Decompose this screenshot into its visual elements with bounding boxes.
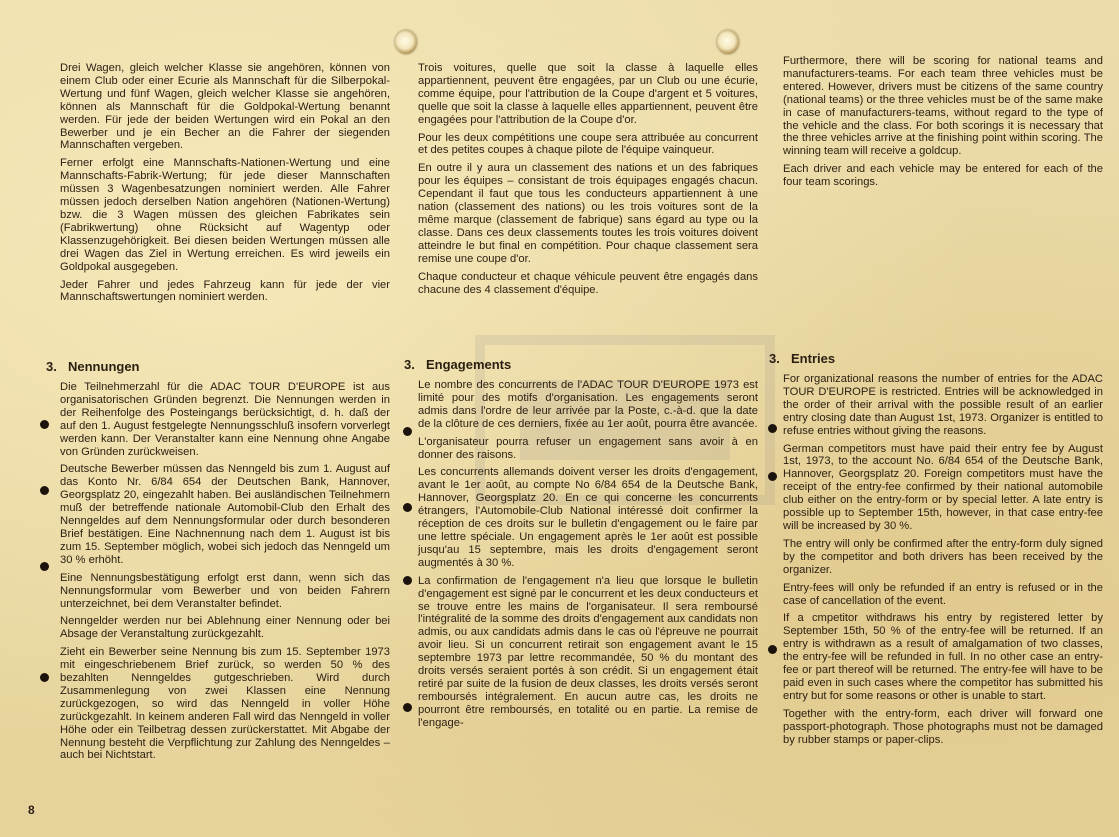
paragraph: Together with the entry-form, each driver will forward one passport-photograph. Those photographs must not be damaged by rubber stamps or paper-clips. <box>783 707 1103 746</box>
paragraph: Eine Nennungsbestätigung erfolgt erst dann, wenn sich das Nennungsformular vom Bewerber und von beiden Fahrern unterzeichnet, bei dem Veranstalter befindet. <box>60 571 390 610</box>
section-title: Nennungen <box>68 359 140 374</box>
punch-hole <box>395 30 417 54</box>
paragraph: German competitors must have paid their entry fee by August 1st, 1973, to the account No. 6/84 654 of the Deutsche Bank, Hannover, Georgsplatz 20. Foreign competitors must have the receipt of the entry-fee confirmed by their national automobile club either on the entry-form or by special letter. A late entry is possible up to September 15th, however, in that case entry-fee will be increased by 30 %. <box>783 442 1103 532</box>
paragraph: Entry-fees will only be refunded if an entry is refused or in the case of cancellation of the event. <box>783 581 1103 607</box>
margin-bullet <box>40 420 49 429</box>
paragraph: Pour les deux compétitions une coupe sera attribuée au concurrent et des petites coupes à chaque pilote de l'équipe vainqueur. <box>418 131 758 157</box>
margin-bullet <box>403 576 412 585</box>
section-heading <box>404 357 758 372</box>
margin-bullet <box>768 645 777 654</box>
margin-bullet <box>768 472 777 481</box>
section-title: Entries <box>791 351 836 366</box>
paragraph: Ferner erfolgt eine Mannschafts-Nationen-Wertung und eine Mannschafts-Fabrik-Wertung; für jede dieser Mannschaften müssen 3 Wagenbesatzungen nominiert werden. Alle Fahrer müssen jedoch derselben Nation angehören (Nationen-Wertung) bzw. die 3 Wagen müssen des gleichen Fabrikates sein (Fabrikwertung) ohne Rücksicht auf Wagentyp oder Klassenzugehörigkeit. Bei diesen beiden Wertungen müssen alle drei Wagen das Ziel in Wertung erreichen. Es wird jeweils ein Goldpokal ausgegeben. <box>60 157 390 273</box>
paragraph: For organizational reasons the number of entries for the ADAC TOUR D'EUROPE is restricted. Entries will be acknowledged in the order of their arrival with the possible result of an earlier entry closing date than August 1st, 1973. Organizer is entitled to refuse entries without giving the reasons. <box>783 373 1103 437</box>
paragraph: En outre il y aura un classement des nations et un des fabriques pour les équipes – consistant de trois équipages engagés chacun. Cependant il faut que tous les conducteurs appartiennent à une nation (classement des nations) ou les trois voitures sont de la même marque (classement de fabrique) sans égard au type ou la classe. Dans ces deux classements toutes les trois voitures doivent atteindre le but final en compétition. Pour chaque classement sera remise une coupe d'or. <box>418 162 758 265</box>
paragraph: Le nombre des concurrents de l'ADAC TOUR D'EUROPE 1973 est limité pour des motifs d'organisation. Les engagements seront admis dans l'ordre de leur arrivée par la Poste, c.-à-d. que la date de la clôture de ces derniers, fixée au 1er août, pourra être avancée. <box>418 379 758 430</box>
paragraph: Furthermore, there will be scoring for national teams and manufacturers-teams. For each team three vehicles must be entered. However, drivers must be citizens of the same country (national teams) or the three vehicles must be of the same make in case of manufacturers-teams, without regard to the type of the vehicle and the class. For both scorings it is necessary that the three vehicles arrive at the finishing point within scoring. The winning team will receive a goldcup. <box>783 55 1103 158</box>
section-number: 3. <box>404 357 415 372</box>
margin-bullet <box>403 703 412 712</box>
section-number: 3. <box>769 351 780 366</box>
margin-bullet <box>40 673 49 682</box>
paragraph: Les concurrents allemands doivent verser les droits d'engagement, avant le 1er août, au compte No 6/84 654 de la Deutsche Bank, Hannover, Georgsplatz 20. En ce qui concerne les concurrents étrangers, l'Automobile-Club National intéressé doit confirmer la réception de ces droits sur le bulletin d'engagement ou le faire par une lettre spéciale. Un engagement après le 1er août est possible jusqu'au 15 septembre, mais les droits d'engagement seront augmentés à 30 %. <box>418 466 758 569</box>
page-number: 8 <box>28 803 35 817</box>
paragraph: If a cmpetitor withdraws his entry by registered letter by September 15th, 50 % of the entry-fee will be returned. If an entry is withdrawn as a result of amalgamation of two classes, the entry-fee will be refunded in full. In no other case an entry-fee or part thereof will be returned. The entry-fee will have to be paid even in such cases where the competitor has submitted his entry but for some reasons or other is unable to start. <box>783 612 1103 702</box>
section-heading <box>769 351 1103 366</box>
margin-bullet <box>40 562 49 571</box>
punch-hole <box>717 30 739 54</box>
margin-bullet <box>403 503 412 512</box>
paragraph: L'organisateur pourra refuser un engagement sans avoir à en donner des raisons. <box>418 435 758 461</box>
section-heading <box>46 359 390 374</box>
paragraph: Die Teilnehmerzahl für die ADAC TOUR D'EUROPE ist aus organisatorischen Gründen begrenzt. Die Nennungen werden in der Reihenfolge des Posteingangs berücksichtigt, d. h. daß der auf den 1. August festgelegte Nennungsschluß insofern vorverlegt werden kann. Der Veranstalter kann eine Nennung ohne Angabe von Gründen zurückweisen. <box>60 381 390 458</box>
margin-bullet <box>403 427 412 436</box>
paragraph: Trois voitures, quelle que soit la classe à laquelle elles appartiennent, peuvent être engagées, par un Club ou une écurie, comme équipe, pour l'attribution de la Coupe d'argent et 5 voitures, quelle que soit la classe à laquelle elles appartiennent, peuvent être engagées pour l'attribution de la Coupe d'or. <box>418 62 758 126</box>
section-title: Engagements <box>426 357 512 372</box>
margin-bullet <box>768 424 777 433</box>
paragraph: Nenngelder werden nur bei Ablehnung einer Nennung oder bei Absage der Veranstaltung zurückgezahlt. <box>60 615 390 641</box>
section-number: 3. <box>46 359 57 374</box>
paragraph: Deutsche Bewerber müssen das Nenngeld bis zum 1. August auf das Konto Nr. 6/84 654 der Deutschen Bank, Hannover, Georgsplatz 20, eingezahlt haben. Bei ausländischen Teilnehmern muß der betreffende nationale Automobil-Club den Erhalt des Nenngeldes auf dem Nennungsformular oder durch besonderen Brief bestätigen. Eine Nachnennung nach dem 1. August ist bis zum 15. September möglich, wobei sich jedoch das Nenngeld um 30 % erhöht. <box>60 463 390 566</box>
margin-bullet <box>40 486 49 495</box>
paragraph: Each driver and each vehicle may be entered for each of the four team scorings. <box>783 163 1103 189</box>
paragraph: Chaque conducteur et chaque véhicule peuvent être engagés dans chacune des 4 classement d'équipe. <box>418 270 758 296</box>
paragraph: Drei Wagen, gleich welcher Klasse sie angehören, können von einem Club oder einer Ecurie als Mannschaft für die Silberpokal-Wertung und fünf Wagen, gleich welcher Klasse sie angehören, können als Mannschaft für die Goldpokal-Wertung benannt werden. Für jede der beiden Wertungen wird ein Pokal an den Bewerber und je ein Becher an die Fahrer der siegenden Mannschaften vergeben. <box>60 62 390 152</box>
paragraph: The entry will only be confirmed after the entry-form duly signed by the competitor and both drivers has been received by the organizer. <box>783 537 1103 576</box>
paragraph: Zieht ein Bewerber seine Nennung bis zum 15. September 1973 mit eingeschriebenem Brief zurück, so werden 50 % des bezahlten Nenngeldes gutgeschrieben. Wird durch Zusammenlegung von zwei Klassen eine Nennung zurückgezogen, so wird das Nenngeld in voller Höhe zurückgezahlt. In keinem anderen Fall wird das Nenngeld in voller Höhe oder ein Teilbetrag dessen zurückerstattet. Mit Abgabe der Nennung besteht die Verpflichtung zur Zahlung des Nenngeldes – auch bei Nichtstart. <box>60 646 390 762</box>
paragraph: La confirmation de l'engagement n'a lieu que lorsque le bulletin d'engagement est signé par le concurrent et les deux conducteurs et se trouve entre les mains de l'organisateur. Il sera remboursé l'intégralité de la somme des droits d'engagement aux candidats non admis, ou aux candidats admis dans le cas où l'épreuve ne pourrait avoir lieu. Si un concurrent retirait son engagement avant le 15 septembre 1973 par lettre recommandée, 50 % du montant des droits versés seraient portés à son crédit. Si un engagement était retiré par suite de la fusion de deux classes, les droits versés seront remboursés intégralement. En aucun autre cas, les droits ne pourront être remboursés, en totalité ou en partie. La remise de l'engage- <box>418 574 758 729</box>
paragraph: Jeder Fahrer und jedes Fahrzeug kann für jede der vier Mannschaftswertungen nominiert werden. <box>60 278 390 304</box>
